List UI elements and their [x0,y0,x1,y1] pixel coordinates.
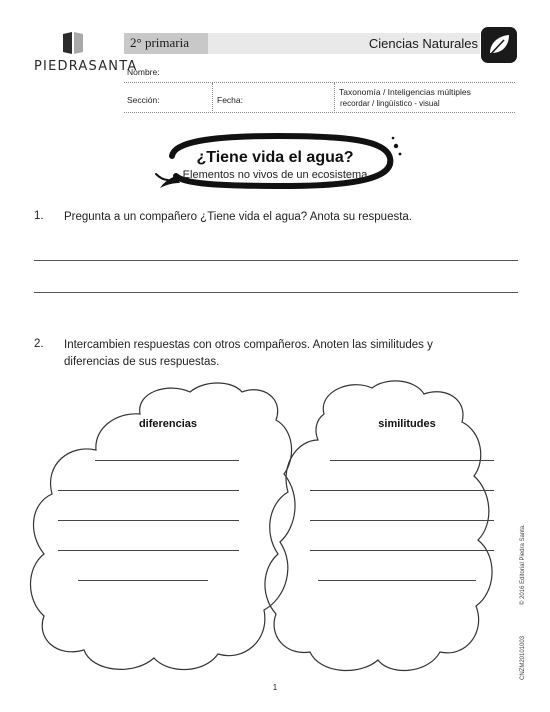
fecha-label: Fecha: [217,95,243,105]
similarities-line[interactable] [310,490,494,491]
nombre-label: Nombre: [127,67,160,77]
column-divider [212,83,213,113]
seccion-label: Sección: [127,95,160,105]
fecha-field[interactable] [245,92,331,108]
similarities-line[interactable] [330,460,494,461]
leaf-icon [480,26,518,64]
question-2-text-line-1: Intercambien respuestas con otros compañeros. Anoten las similitudes y [64,339,433,351]
question-1-text: Pregunta a un compañero ¿Tiene vida el agua? Anota su respuesta. [64,211,412,223]
nombre-field[interactable] [165,66,515,80]
header-divider [124,112,515,113]
differences-label: diferencias [138,418,198,430]
worksheet-title: ¿Tiene vida el agua? [196,149,354,166]
similarities-line[interactable] [318,580,476,581]
similarities-label: similitudes [378,418,436,430]
taxonomy-values: recordar / lingüístico - visual [340,99,440,108]
question-number: 1. [34,210,44,222]
seccion-field[interactable] [165,92,210,108]
grade-label: 2° primaria [130,35,189,50]
copyright-note: © 2016 Editorial Piedra Santa. [520,524,526,605]
answer-line[interactable] [34,260,518,261]
subject-label: Ciencias Naturales [368,36,478,51]
answer-line[interactable] [34,292,518,293]
differences-line[interactable] [78,580,208,581]
differences-line[interactable] [58,550,239,551]
question-2-text-line-2: diferencias de sus respuestas. [64,356,220,368]
column-divider [334,83,335,113]
book-icon [62,31,84,55]
header-divider [124,82,515,83]
brand-logo: PIEDRASANTA [34,59,138,74]
similarities-line[interactable] [310,520,494,521]
worksheet-subtitle: Elementos no vivos de un ecosistema [182,169,368,181]
product-code: CNZM20101003 [520,635,526,680]
differences-line[interactable] [58,520,239,521]
taxonomy-label: Taxonomía / Inteligencias múltiples [339,87,471,97]
similarities-line[interactable] [310,550,494,551]
differences-line[interactable] [95,460,239,461]
differences-line[interactable] [58,490,239,491]
page-number: 1 [272,683,278,692]
question-number: 2. [34,338,44,350]
